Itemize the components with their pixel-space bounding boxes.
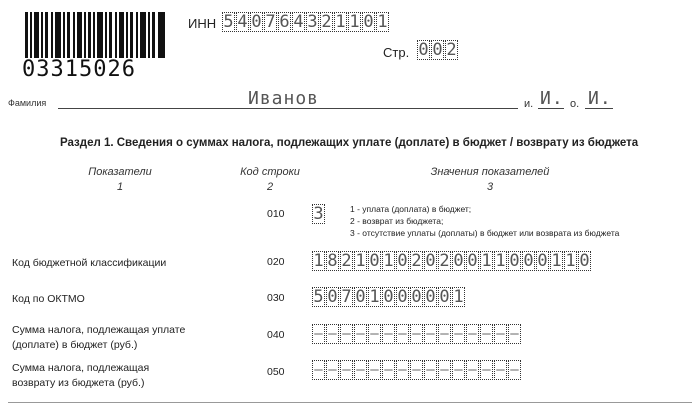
digit-cell[interactable]: 1	[551, 251, 562, 271]
surname-value[interactable]: Иванов	[248, 88, 320, 109]
digit-cell[interactable]: 6	[279, 12, 290, 32]
digit-cell[interactable]: 1	[453, 287, 464, 307]
column-values: Значения показателей	[430, 166, 550, 178]
digit-cell[interactable]: 4	[293, 12, 304, 32]
digit-cell[interactable]: 2	[446, 40, 457, 60]
digit-cell[interactable]: 4	[237, 12, 248, 32]
digit-cell[interactable]: 1	[565, 251, 576, 271]
digit-cell[interactable]: 0	[509, 251, 520, 271]
digit-cell[interactable]: 0	[425, 287, 436, 307]
tax-payable-amount-field[interactable]	[312, 324, 522, 344]
column-indicators-number: 1	[116, 181, 124, 193]
row-010-note-3: 3 - отсутствие уплаты (доплаты) в бюджет или возврата из бюджета	[350, 228, 620, 238]
row-040-label-line-2: (доплате) в бюджет (руб.)	[12, 339, 138, 351]
empty-digit-cell[interactable]: –	[396, 360, 409, 380]
surname-label: Фамилия	[8, 98, 47, 108]
digit-cell[interactable]: 1	[349, 12, 360, 32]
barcode-number: 03315026	[22, 57, 136, 82]
digit-cell[interactable]: 0	[418, 40, 429, 60]
empty-digit-cell[interactable]: –	[326, 324, 339, 344]
row-040-label-line-1: Сумма налога, подлежащая уплате	[12, 324, 186, 336]
empty-digit-cell[interactable]: –	[466, 360, 479, 380]
row-010-value-field[interactable]: 3	[313, 204, 324, 224]
row-050-code: 050	[267, 366, 285, 378]
digit-cell[interactable]: 0	[467, 251, 478, 271]
digit-cell[interactable]: 0	[579, 251, 590, 271]
digit-cell[interactable]: 0	[355, 287, 366, 307]
column-indicators: Показатели	[88, 166, 152, 178]
digit-cell[interactable]: 0	[397, 287, 408, 307]
empty-digit-cell[interactable]: –	[494, 360, 507, 380]
empty-digit-cell[interactable]: –	[424, 360, 437, 380]
empty-digit-cell[interactable]: –	[368, 324, 381, 344]
empty-digit-cell[interactable]: –	[382, 360, 395, 380]
row-030-code: 030	[267, 292, 285, 304]
row-020-code: 020	[267, 256, 285, 268]
empty-digit-cell[interactable]: –	[354, 360, 367, 380]
digit-cell[interactable]: 1	[377, 12, 388, 32]
name-initial-value[interactable]: И.	[540, 88, 564, 109]
row-030-label: Код по ОКТМО	[12, 293, 85, 305]
row-010-code: 010	[267, 208, 285, 220]
empty-digit-cell[interactable]: –	[438, 360, 451, 380]
digit-cell[interactable]: 2	[411, 251, 422, 271]
row-010-note-1: 1 - уплата (доплата) в бюджет;	[350, 204, 472, 214]
column-line-code-number: 2	[266, 181, 274, 193]
empty-digit-cell[interactable]: –	[480, 360, 493, 380]
page-number-field[interactable]	[417, 40, 459, 60]
empty-digit-cell[interactable]: –	[480, 324, 493, 344]
row-010-note-2: 2 - возврат из бюджета;	[350, 216, 444, 226]
digit-cell[interactable]: 0	[523, 251, 534, 271]
digit-cell[interactable]: 2	[439, 251, 450, 271]
digit-cell[interactable]: 0	[439, 287, 450, 307]
digit-cell[interactable]: 5	[223, 12, 234, 32]
digit-cell[interactable]: 5	[313, 287, 324, 307]
empty-digit-cell[interactable]: –	[312, 360, 325, 380]
digit-cell[interactable]: 0	[432, 40, 443, 60]
digit-cell[interactable]: 0	[453, 251, 464, 271]
digit-cell[interactable]: 0	[397, 251, 408, 271]
digit-cell[interactable]: 8	[327, 251, 338, 271]
empty-digit-cell[interactable]: –	[424, 324, 437, 344]
section-title: Раздел 1. Сведения о суммах налога, подлежащих уплате (доплате) в бюджет / возврату из бюджета	[60, 137, 639, 149]
empty-digit-cell[interactable]: –	[466, 324, 479, 344]
empty-digit-cell[interactable]: –	[508, 324, 521, 344]
row-040-code: 040	[267, 329, 285, 341]
empty-digit-cell[interactable]: –	[326, 360, 339, 380]
digit-cell[interactable]: 1	[355, 251, 366, 271]
digit-cell[interactable]: 0	[363, 12, 374, 32]
page-bottom-rule	[8, 402, 692, 403]
empty-digit-cell[interactable]: –	[396, 324, 409, 344]
digit-cell[interactable]: 0	[327, 287, 338, 307]
empty-digit-cell[interactable]: –	[438, 324, 451, 344]
tax-refund-amount-field[interactable]	[312, 360, 522, 380]
digit-cell[interactable]: 1	[383, 251, 394, 271]
digit-cell[interactable]: 0	[251, 12, 262, 32]
name-initial-label: и.	[524, 98, 534, 110]
budget-classification-code-field[interactable]	[312, 251, 592, 271]
patronymic-initial-underline	[585, 108, 613, 109]
column-values-number: 3	[486, 181, 494, 193]
empty-digit-cell[interactable]: –	[382, 324, 395, 344]
empty-digit-cell[interactable]: –	[452, 360, 465, 380]
digit-cell[interactable]: 1	[369, 287, 380, 307]
inn-field[interactable]	[222, 12, 390, 32]
digit-cell[interactable]: 1	[335, 12, 346, 32]
row-020-label: Код бюджетной классификации	[12, 257, 167, 269]
digit-cell[interactable]: 0	[425, 251, 436, 271]
digit-cell[interactable]: 0	[369, 251, 380, 271]
barcode	[25, 12, 165, 58]
digit-cell[interactable]: 1	[313, 251, 324, 271]
digit-cell[interactable]: 2	[321, 12, 332, 32]
empty-digit-cell[interactable]: –	[508, 360, 521, 380]
empty-digit-cell[interactable]: –	[452, 324, 465, 344]
digit-cell[interactable]: 0	[411, 287, 422, 307]
empty-digit-cell[interactable]: –	[340, 360, 353, 380]
empty-digit-cell[interactable]: –	[354, 324, 367, 344]
digit-cell[interactable]: 0	[537, 251, 548, 271]
page-label: Стр.	[383, 45, 410, 60]
name-initial-underline	[538, 108, 564, 109]
empty-digit-cell[interactable]: –	[410, 324, 423, 344]
row-050-label-line-1: Сумма налога, подлежащая	[12, 362, 150, 374]
digit-cell[interactable]: 7	[341, 287, 352, 307]
inn-label: ИНН	[188, 16, 217, 31]
patronymic-initial-value[interactable]: И.	[588, 88, 612, 109]
column-line-code: Код строки	[240, 166, 300, 178]
empty-digit-cell[interactable]: –	[340, 324, 353, 344]
digit-cell[interactable]: 1	[481, 251, 492, 271]
digit-cell[interactable]: 3	[307, 12, 318, 32]
digit-cell[interactable]: 0	[383, 287, 394, 307]
digit-cell[interactable]: 7	[265, 12, 276, 32]
oktmo-code-field[interactable]	[312, 287, 466, 307]
empty-digit-cell[interactable]: –	[494, 324, 507, 344]
digit-cell[interactable]: 1	[495, 251, 506, 271]
digit-cell[interactable]: 2	[341, 251, 352, 271]
empty-digit-cell[interactable]: –	[312, 324, 325, 344]
empty-digit-cell[interactable]: –	[410, 360, 423, 380]
row-050-label-line-2: возврату из бюджета (руб.)	[12, 377, 145, 389]
patronymic-initial-label: о.	[570, 98, 580, 110]
empty-digit-cell[interactable]: –	[368, 360, 381, 380]
